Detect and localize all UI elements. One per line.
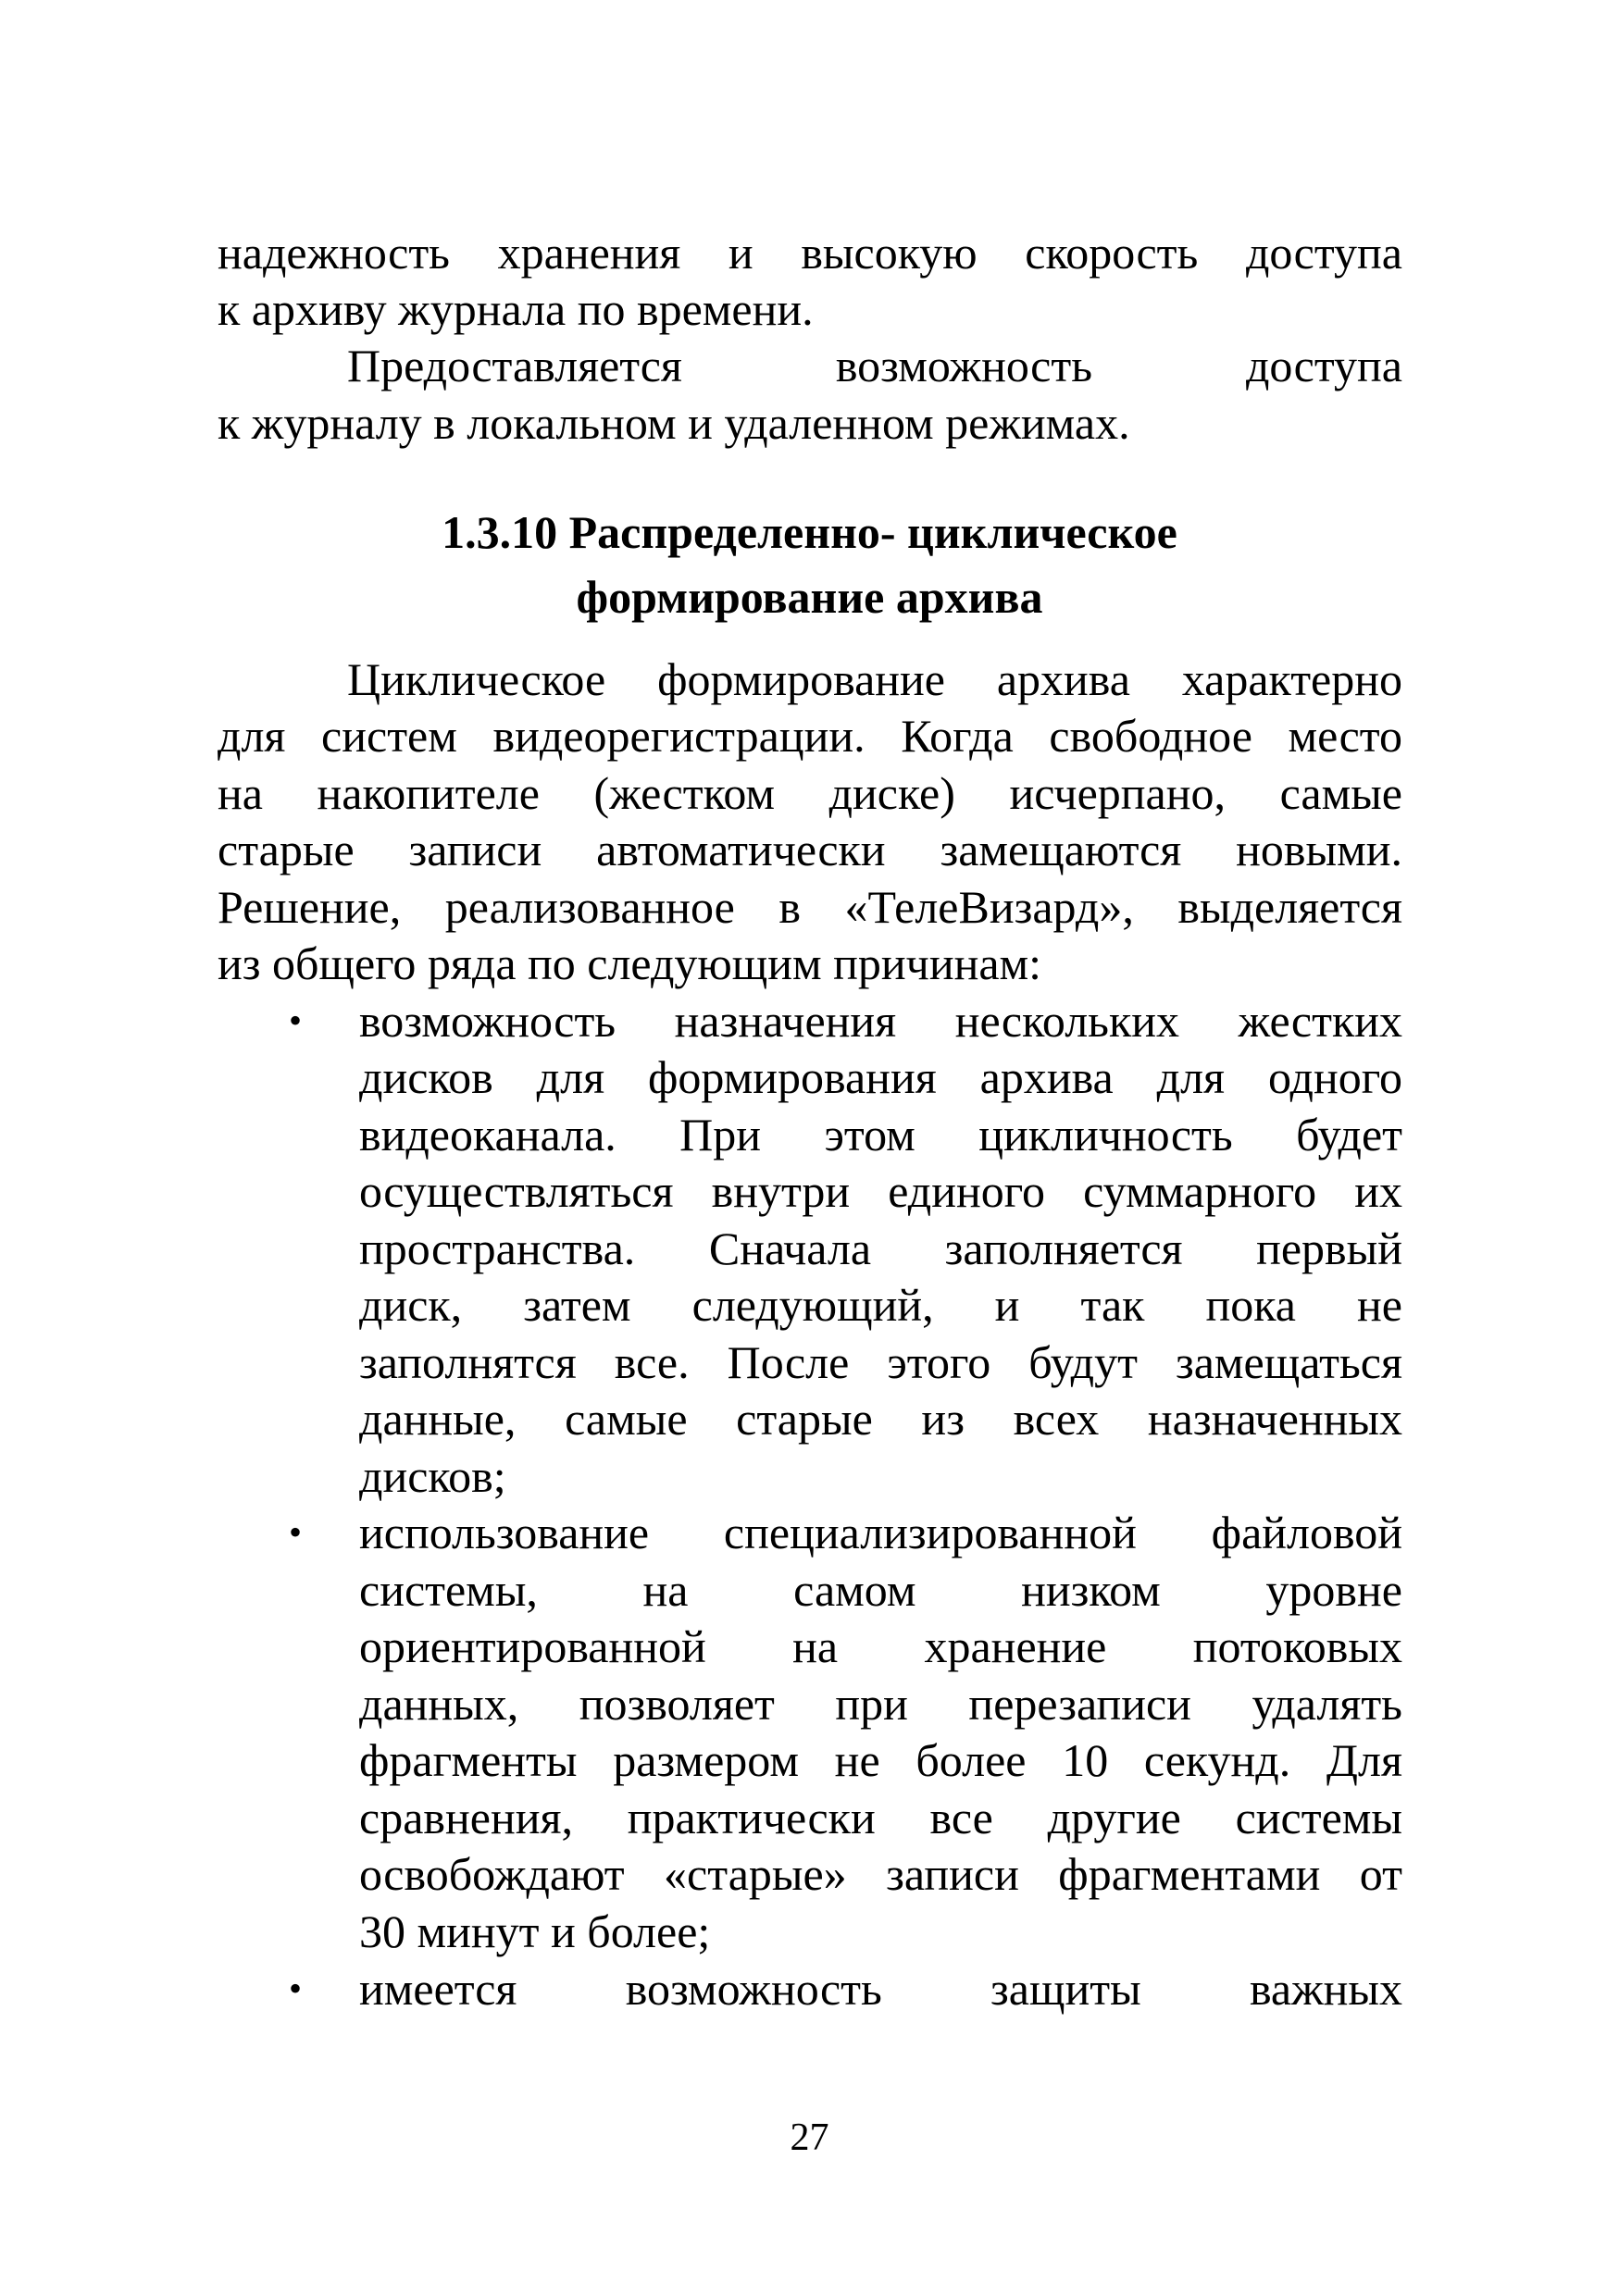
paragraph-line: старые записи автоматически замещаются новыми. (218, 824, 1402, 875)
paragraph-line: для систем видеорегистрации. Когда свободное место (218, 710, 1402, 762)
list-item-line: фрагменты размером не более 10 секунд. Для (359, 1734, 1402, 1786)
list-item-line: 30 минут и более; (359, 1905, 711, 1957)
paragraph-line: к журналу в локальном и удаленном режимах. (218, 397, 1130, 449)
paragraph-line: надежность хранения и высокую скорость доступа (218, 227, 1402, 279)
paragraph-line: на накопителе (жестком диске) исчерпано, самые (218, 767, 1402, 819)
list-item-line: освобождают «старые» записи фрагментами от (359, 1848, 1402, 1900)
list-item-line: заполнятся все. После этого будут замещаться (359, 1336, 1402, 1388)
list-item-line: системы, на самом низком уровне (359, 1564, 1402, 1616)
paragraph-line: Предоставляется возможность доступа (347, 340, 1402, 391)
paragraph-line: из общего ряда по следующим причинам: (218, 937, 1042, 989)
bullet-marker: • (289, 999, 303, 1041)
list-item-line: видеоканала. При этом цикличность будет (359, 1109, 1402, 1160)
list-item-line: осуществляться внутри единого суммарного их (359, 1165, 1402, 1217)
paragraph-line: Решение, реализованное в «ТелеВизард», выделяется (218, 881, 1402, 933)
list-item-line: сравнения, практически все другие системы (359, 1792, 1402, 1843)
list-item-line: дисков; (359, 1450, 506, 1502)
section-heading: 1.3.10 Распределенно- циклическое (442, 506, 1177, 558)
list-item-line: ориентированной на хранение потоковых (359, 1620, 1402, 1672)
list-item-line: дисков для формирования архива для одного (359, 1051, 1402, 1103)
section-heading-continuation: формирование архива (576, 571, 1043, 623)
bullet-marker: • (289, 1967, 303, 2009)
page-number: 27 (790, 2116, 829, 2159)
list-item-line: данных, позволяет при перезаписи удалять (359, 1678, 1402, 1730)
list-item-line: возможность назначения нескольких жестких (359, 995, 1402, 1047)
list-item-line: использование специализированной файловой (359, 1507, 1402, 1558)
list-item-line: имеется возможность защиты важных (359, 1963, 1402, 2015)
list-item-line: пространства. Сначала заполняется первый (359, 1222, 1402, 1274)
list-item-line: диск, затем следующий, и так пока не (359, 1279, 1402, 1331)
paragraph-line: Циклическое формирование архива характерно (347, 653, 1402, 705)
bullet-marker: • (289, 1511, 303, 1553)
paragraph-line: к архиву журнала по времени. (218, 283, 814, 335)
list-item-line: данные, самые старые из всех назначенных (359, 1393, 1402, 1445)
